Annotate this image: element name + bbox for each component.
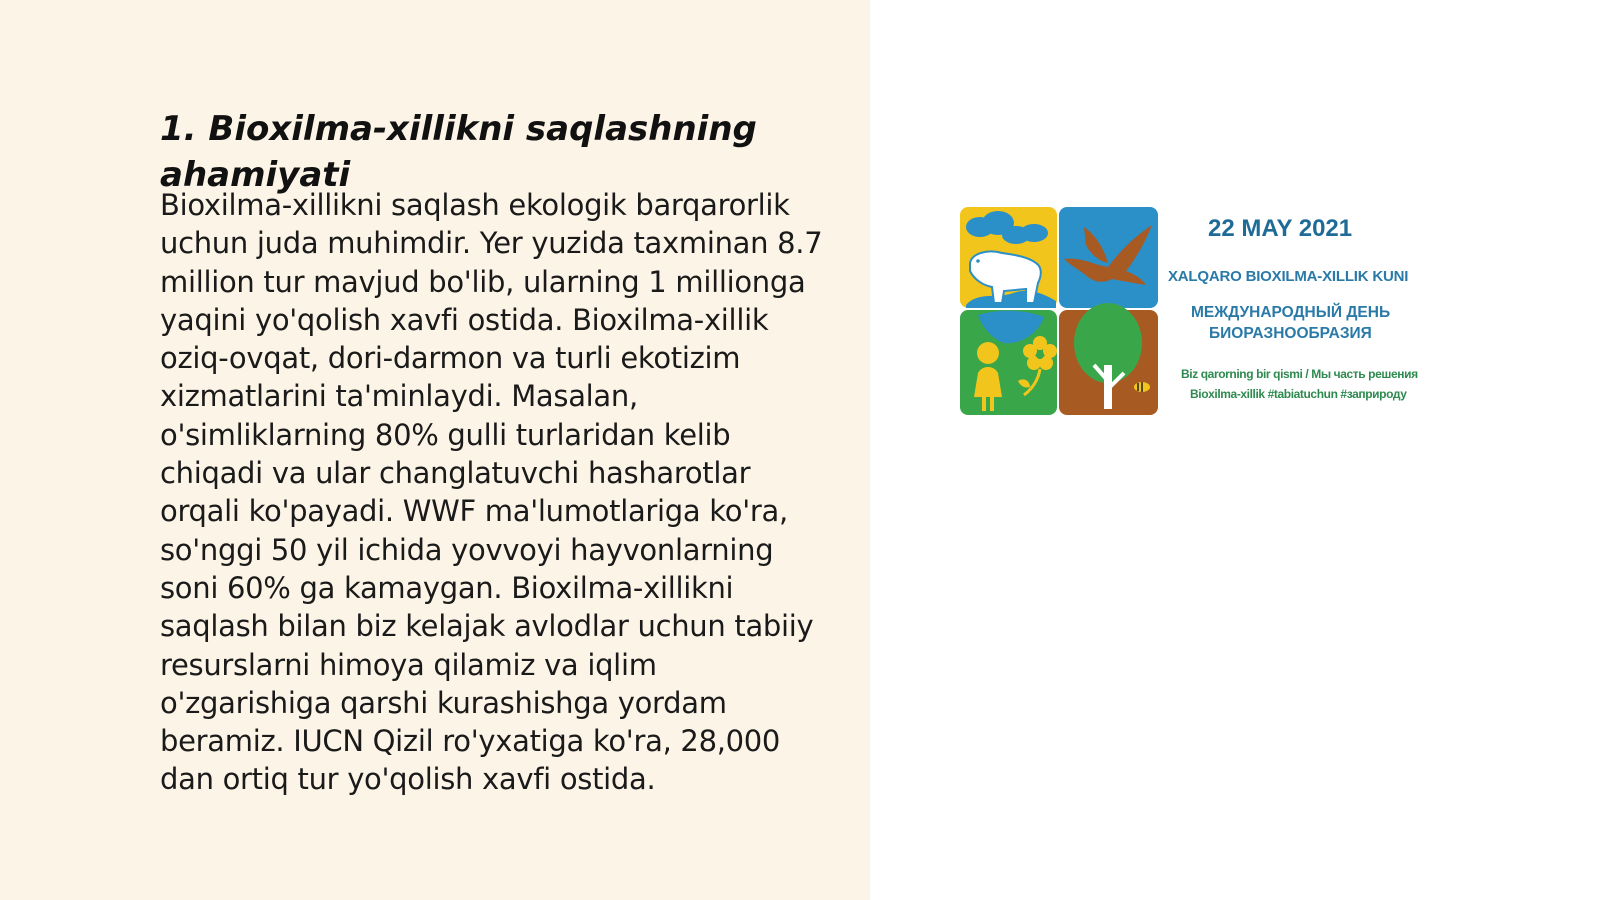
poster-title-ru-line2: БИОРАЗНООБРАЗИЯ: [1209, 325, 1372, 342]
biodiversity-logo-icon: [958, 205, 1160, 417]
slide-title: 1. Bioxilma-xillikni saqlashning ahamiyati: [160, 109, 757, 195]
biodiversity-day-poster: [958, 205, 1458, 420]
slide-body-text: Bioxilma-xillikni saqlash ekologik barqarorlik uchun juda muhimdir. Yer yuzida taxminan 8.7 million tur mavjud bo'lib, ularning 1 millionga yaqini yo'qolish xavfi ostida. Bioxilma-xillik oziq-ovqat, dori-darmon va turli ekotizim xizmatlarini ta'minlaydi. Masalan, o'simliklarning 80% gulli turlaridan kelib chiqadi va ular changlatuvchi hasharotlar orqali ko'payadi. WWF ma'lumotlariga ko'ra, so'nggi 50 yil ichida yovvoyi hayvonlarning soni 60% ga kamaygan. Bioxilma-xillikni saqlash bilan biz kelajak avlodlar uchun tabiiy resurslarni himoya qilamiz va iqlim o'zgarishiga qarshi kurashishga yordam beramiz. IUCN Qizil ro'yxatiga ko'ra, 28,000 dan ortiq tur yo'qolish xavfi ostida.: [160, 188, 823, 797]
poster-title-uz: XALQARO BIOXILMA-XILLIK KUNI: [1168, 268, 1409, 285]
image-panel: [870, 0, 1600, 900]
poster-slogan-line2: Bioxilma-xillik #tabiatuchun #заприроду: [1190, 387, 1407, 401]
poster-date: 22 MAY 2021: [1208, 215, 1353, 242]
poster-title-ru-line1: МЕЖДУНАРОДНЫЙ ДЕНЬ: [1191, 304, 1391, 321]
poster-slogan-line1: Biz qarorning bir qismi / Мы часть решения: [1181, 367, 1418, 381]
